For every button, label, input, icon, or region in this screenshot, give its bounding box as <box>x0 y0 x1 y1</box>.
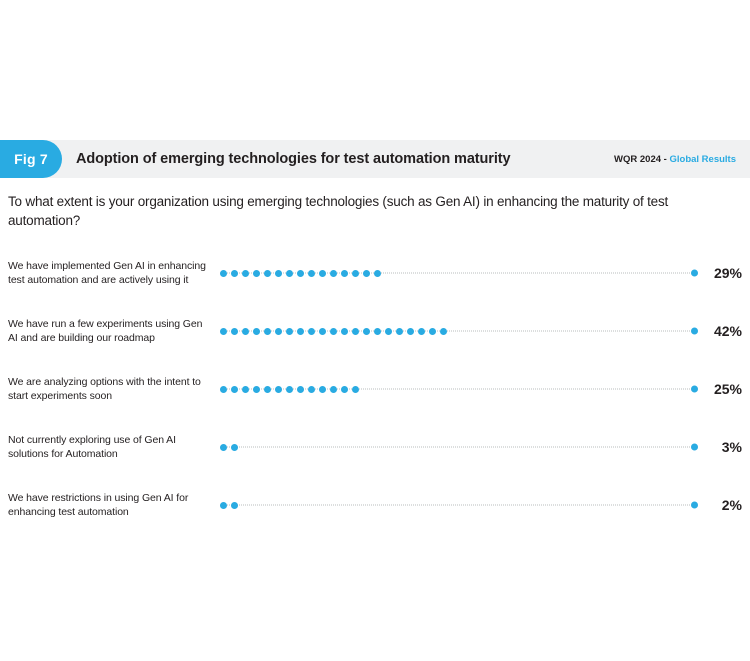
chart-dot <box>264 270 271 277</box>
chart-dot <box>275 386 282 393</box>
chart-row-end-dot <box>691 270 698 277</box>
chart-dot <box>341 386 348 393</box>
chart-row-value: 2% <box>721 497 742 513</box>
chart-row-dot-bar <box>220 442 238 452</box>
chart-dot <box>308 270 315 277</box>
chart-row-dot-bar <box>220 384 359 394</box>
chart-dot <box>220 444 227 451</box>
chart-row-guideline <box>220 447 698 448</box>
chart-dot <box>440 328 447 335</box>
chart-row <box>0 244 750 302</box>
chart-row-value: 29% <box>713 265 742 281</box>
chart-dot <box>330 270 337 277</box>
chart-row-track <box>220 268 698 278</box>
figure-number-badge: Fig 7 <box>0 140 62 178</box>
chart-dot <box>330 328 337 335</box>
chart-dot <box>308 328 315 335</box>
chart-row-value: 42% <box>713 323 742 339</box>
figure-question: To what extent is your organization using emerging technologies (such as Gen AI) in enhancing the maturity of test automation? <box>8 194 669 228</box>
chart-dot <box>363 270 370 277</box>
chart-row <box>0 360 750 418</box>
chart-dot <box>275 270 282 277</box>
chart-dot <box>231 502 238 509</box>
chart-row-dot-bar <box>220 268 381 278</box>
chart-dot <box>231 444 238 451</box>
chart-dot <box>231 386 238 393</box>
chart-row <box>0 418 750 476</box>
chart-row-track <box>220 384 698 394</box>
chart-dot <box>308 386 315 393</box>
chart-dot <box>275 328 282 335</box>
chart-row-track <box>220 500 698 510</box>
chart-dot <box>363 328 370 335</box>
chart-dot <box>319 328 326 335</box>
chart-dot <box>242 328 249 335</box>
figure-source-prefix: WQR 2024 - <box>614 153 670 165</box>
chart-dot <box>264 328 271 335</box>
chart-row-value: 25% <box>713 381 742 397</box>
chart-dot <box>385 328 392 335</box>
chart-row-label: We have implemented Gen AI in enhancing test automation and are actively using it <box>8 260 206 286</box>
figure-header <box>0 140 750 178</box>
chart-row <box>0 302 750 360</box>
chart-dot <box>220 502 227 509</box>
figure-source <box>614 154 736 165</box>
chart-dot <box>319 386 326 393</box>
chart-dot <box>286 270 293 277</box>
chart-row-dot-bar <box>220 326 447 336</box>
chart-row-end-dot <box>691 502 698 509</box>
chart-row-end-dot <box>691 328 698 335</box>
chart-dot <box>418 328 425 335</box>
chart-dot <box>341 328 348 335</box>
chart-dot <box>242 270 249 277</box>
chart-dot <box>253 328 260 335</box>
chart-dot <box>352 270 359 277</box>
chart-row-guideline <box>220 505 698 506</box>
chart-dot <box>374 270 381 277</box>
chart-row <box>0 476 750 534</box>
figure-source-highlight: Global Results <box>669 153 736 165</box>
chart-dot <box>297 328 304 335</box>
chart-dot <box>231 328 238 335</box>
chart-dot <box>231 270 238 277</box>
chart-dot <box>220 328 227 335</box>
chart-rows <box>0 244 750 534</box>
chart-row-label: We are analyzing options with the intent to start experiments soon <box>8 376 201 402</box>
chart-dot <box>220 270 227 277</box>
chart-dot <box>352 328 359 335</box>
chart-dot <box>407 328 414 335</box>
chart-dot <box>352 386 359 393</box>
chart-dot <box>286 386 293 393</box>
chart-row-end-dot <box>691 386 698 393</box>
chart-dot <box>253 386 260 393</box>
chart-row-label: Not currently exploring use of Gen AI solutions for Automation <box>8 434 176 460</box>
figure-title: Adoption of emerging technologies for test automation maturity <box>76 151 511 167</box>
chart-row-track <box>220 442 698 452</box>
chart-row-track <box>220 326 698 336</box>
chart-dot <box>220 386 227 393</box>
chart-row-value: 3% <box>721 439 742 455</box>
chart-dot <box>374 328 381 335</box>
chart-row-label: We have run a few experiments using Gen AI and are building our roadmap <box>8 318 203 344</box>
chart-dot <box>429 328 436 335</box>
figure-container <box>0 140 750 534</box>
chart-dot <box>253 270 260 277</box>
chart-dot <box>341 270 348 277</box>
chart-dot <box>396 328 403 335</box>
chart-dot <box>286 328 293 335</box>
chart-dot <box>297 386 304 393</box>
chart-row-end-dot <box>691 444 698 451</box>
chart-dot <box>242 386 249 393</box>
chart-dot <box>297 270 304 277</box>
chart-dot <box>319 270 326 277</box>
chart-row-dot-bar <box>220 500 238 510</box>
chart-dot <box>330 386 337 393</box>
chart-dot <box>264 386 271 393</box>
chart-row-label: We have restrictions in using Gen AI for enhancing test automation <box>8 492 189 518</box>
